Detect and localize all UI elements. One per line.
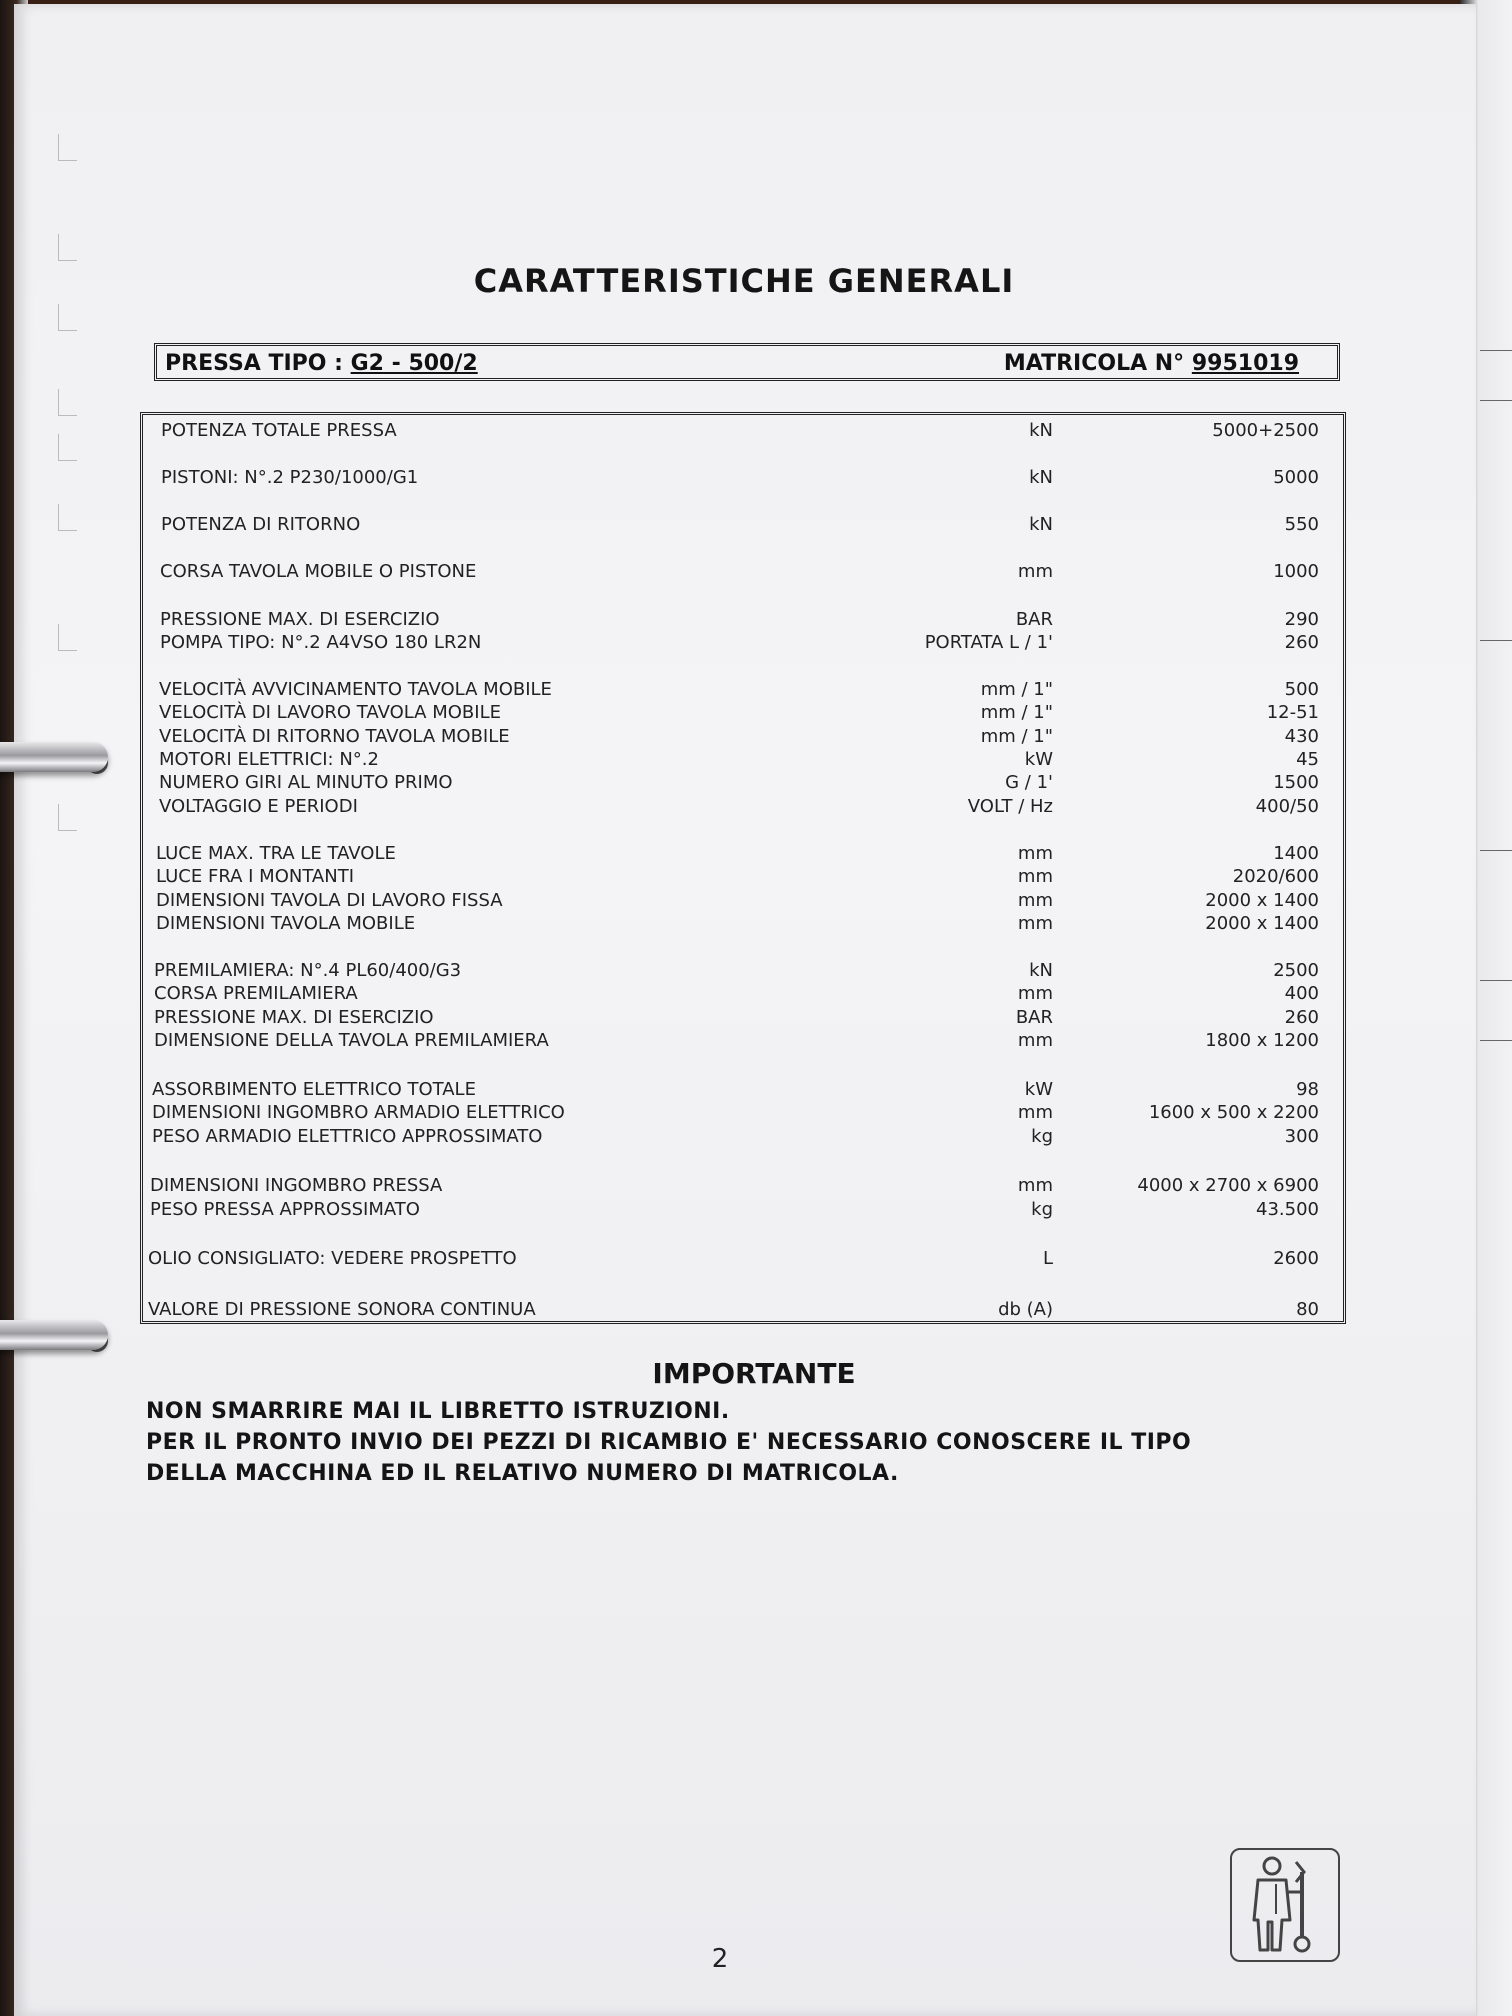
spec-label: DIMENSIONI TAVOLA DI LAVORO FISSA <box>156 890 503 911</box>
spec-row <box>143 771 1343 795</box>
spec-unit: mm <box>1017 913 1053 934</box>
spec-row <box>143 748 1343 772</box>
spec-unit: PORTATA L / 1' <box>924 632 1053 653</box>
spec-label: VELOCITÀ DI LAVORO TAVOLA MOBILE <box>159 702 501 723</box>
important-line: PER IL PRONTO INVIO DEI PEZZI DI RICAMBIO E' NECESSARIO CONOSCERE IL TIPO <box>146 1430 1192 1455</box>
spec-value: 1000 <box>1273 561 1319 582</box>
machine-type <box>165 351 478 376</box>
spec-label: POTENZA DI RITORNO <box>161 514 361 535</box>
spec-label: VALORE DI PRESSIONE SONORA CONTINUA <box>148 1299 536 1320</box>
spec-unit: mm / 1" <box>980 679 1053 700</box>
spec-label: PREMILAMIERA: N°.4 PL60/400/G3 <box>154 960 462 981</box>
spec-row <box>143 1006 1343 1030</box>
maintenance-technician-icon <box>1230 1848 1340 1962</box>
spec-unit: VOLT / Hz <box>967 796 1053 817</box>
spec-value: 12-51 <box>1266 702 1319 723</box>
spec-value: 98 <box>1296 1079 1319 1100</box>
spec-unit: kW <box>1024 749 1053 770</box>
spec-value: 500 <box>1284 679 1319 700</box>
spec-row <box>143 795 1343 819</box>
serial-value: 9951019 <box>1191 351 1299 376</box>
spec-value: 260 <box>1284 1007 1319 1028</box>
spec-unit: mm <box>1017 843 1053 864</box>
spec-unit: mm / 1" <box>980 702 1053 723</box>
spec-row <box>143 1125 1343 1149</box>
spec-value: 290 <box>1284 609 1319 630</box>
spec-value: 260 <box>1284 632 1319 653</box>
binder-ring-bottom <box>0 1320 108 1350</box>
spec-value: 45 <box>1296 749 1319 770</box>
spec-row <box>143 513 1343 537</box>
type-label: PRESSA TIPO : <box>165 351 351 376</box>
spec-unit: mm / 1" <box>980 726 1053 747</box>
spec-row <box>143 419 1343 443</box>
spec-label: PESO ARMADIO ELETTRICO APPROSSIMATO <box>152 1126 543 1147</box>
spec-value: 2600 <box>1273 1248 1319 1269</box>
page-title: CARATTERISTICHE GENERALI <box>473 262 1015 300</box>
type-value: G2 - 500/2 <box>350 351 478 376</box>
margin-tick <box>58 134 77 161</box>
spec-value: 1500 <box>1273 772 1319 793</box>
serial-label: MATRICOLA N° <box>1003 351 1192 376</box>
machine-header <box>154 343 1340 381</box>
spec-label: NUMERO GIRI AL MINUTO PRIMO <box>159 772 453 793</box>
spec-unit: mm <box>1017 1102 1053 1123</box>
spec-label: PRESSIONE MAX. DI ESERCIZIO <box>160 609 440 630</box>
spec-row <box>143 678 1343 702</box>
spec-row <box>143 982 1343 1006</box>
spec-value: 550 <box>1284 514 1319 535</box>
spec-value: 1400 <box>1273 843 1319 864</box>
spec-label: VELOCITÀ DI RITORNO TAVOLA MOBILE <box>159 726 510 747</box>
spec-unit: kg <box>1031 1199 1053 1220</box>
important-title: IMPORTANTE <box>652 1357 856 1390</box>
spec-row <box>143 1174 1343 1198</box>
spec-unit: BAR <box>1015 1007 1053 1028</box>
spec-label: DIMENSIONI INGOMBRO ARMADIO ELETTRICO <box>152 1102 565 1123</box>
margin-tick <box>58 234 77 261</box>
spec-value: 2500 <box>1273 960 1319 981</box>
spec-label: POMPA TIPO: N°.2 A4VSO 180 LR2N <box>160 632 482 653</box>
spec-label: OLIO CONSIGLIATO: VEDERE PROSPETTO <box>148 1248 517 1269</box>
spec-unit: kN <box>1029 514 1053 535</box>
margin-tick <box>58 434 77 461</box>
spec-unit: L <box>1042 1248 1053 1269</box>
spec-label: DIMENSIONI TAVOLA MOBILE <box>156 913 416 934</box>
spec-label: DIMENSIONI INGOMBRO PRESSA <box>150 1175 443 1196</box>
spec-label: POTENZA TOTALE PRESSA <box>161 420 397 441</box>
spec-label: PESO PRESSA APPROSSIMATO <box>150 1199 420 1220</box>
machine-serial <box>1004 351 1299 376</box>
margin-tick <box>58 804 77 831</box>
spec-label: PISTONI: N°.2 P230/1000/G1 <box>161 467 419 488</box>
spec-label: CORSA PREMILAMIERA <box>154 983 358 1004</box>
spec-row <box>143 701 1343 725</box>
spec-label: LUCE FRA I MONTANTI <box>156 866 355 887</box>
margin-tick <box>58 389 77 416</box>
spec-unit: kW <box>1024 1079 1053 1100</box>
spec-value: 43.500 <box>1256 1199 1319 1220</box>
spec-row <box>143 631 1343 655</box>
page-number: 2 <box>711 1944 729 1974</box>
spec-value: 400 <box>1284 983 1319 1004</box>
spec-row <box>143 560 1343 584</box>
spec-label: ASSORBIMENTO ELETTRICO TOTALE <box>152 1079 476 1100</box>
spec-value: 2000 x 1400 <box>1205 913 1319 934</box>
spec-row <box>143 889 1343 913</box>
spec-unit: BAR <box>1015 609 1053 630</box>
spec-label: VELOCITÀ AVVICINAMENTO TAVOLA MOBILE <box>159 679 552 700</box>
spec-label: MOTORI ELETTRICI: N°.2 <box>159 749 379 770</box>
spec-label: VOLTAGGIO E PERIODI <box>159 796 358 817</box>
important-line: DELLA MACCHINA ED IL RELATIVO NUMERO DI MATRICOLA. <box>146 1461 899 1486</box>
spec-unit: G / 1' <box>1005 772 1053 793</box>
spec-row <box>143 865 1343 889</box>
spec-unit: mm <box>1017 890 1053 911</box>
spec-unit: mm <box>1017 561 1053 582</box>
spec-unit: db (A) <box>998 1299 1053 1320</box>
spec-row <box>143 1298 1343 1322</box>
spec-label: CORSA TAVOLA MOBILE O PISTONE <box>160 561 477 582</box>
spec-value: 2000 x 1400 <box>1205 890 1319 911</box>
spec-value: 80 <box>1296 1299 1319 1320</box>
spec-unit: kN <box>1029 420 1053 441</box>
spec-row <box>143 1198 1343 1222</box>
spec-row <box>143 912 1343 936</box>
margin-tick <box>58 304 77 331</box>
spec-value: 300 <box>1284 1126 1319 1147</box>
spec-unit: mm <box>1017 1175 1053 1196</box>
spec-value: 400/50 <box>1255 796 1319 817</box>
margin-tick <box>58 624 77 651</box>
margin-tick <box>58 504 77 531</box>
spec-value: 4000 x 2700 x 6900 <box>1137 1175 1319 1196</box>
spec-unit: kN <box>1029 467 1053 488</box>
spec-unit: mm <box>1017 1030 1053 1051</box>
binder-ring-top <box>0 742 108 772</box>
spec-row <box>143 959 1343 983</box>
spec-unit: kg <box>1031 1126 1053 1147</box>
spec-row <box>143 608 1343 632</box>
spec-label: PRESSIONE MAX. DI ESERCIZIO <box>154 1007 434 1028</box>
spec-row <box>143 1101 1343 1125</box>
spec-unit: mm <box>1017 866 1053 887</box>
spec-value: 5000 <box>1273 467 1319 488</box>
spec-label: LUCE MAX. TRA LE TAVOLE <box>156 843 396 864</box>
spec-value: 5000+2500 <box>1212 420 1319 441</box>
spec-row <box>143 1029 1343 1053</box>
spec-value: 2020/600 <box>1232 866 1319 887</box>
spec-row <box>143 1247 1343 1271</box>
spec-label: DIMENSIONE DELLA TAVOLA PREMILAMIERA <box>154 1030 549 1051</box>
spec-value: 430 <box>1284 726 1319 747</box>
spec-unit: mm <box>1017 983 1053 1004</box>
spec-table <box>140 412 1346 1324</box>
spec-value: 1800 x 1200 <box>1205 1030 1319 1051</box>
spec-row <box>143 842 1343 866</box>
spec-row <box>143 725 1343 749</box>
spec-unit: kN <box>1029 960 1053 981</box>
spec-row <box>143 1078 1343 1102</box>
spec-value: 1600 x 500 x 2200 <box>1148 1102 1319 1123</box>
spec-row <box>143 466 1343 490</box>
important-line: NON SMARRIRE MAI IL LIBRETTO ISTRUZIONI. <box>146 1399 730 1424</box>
